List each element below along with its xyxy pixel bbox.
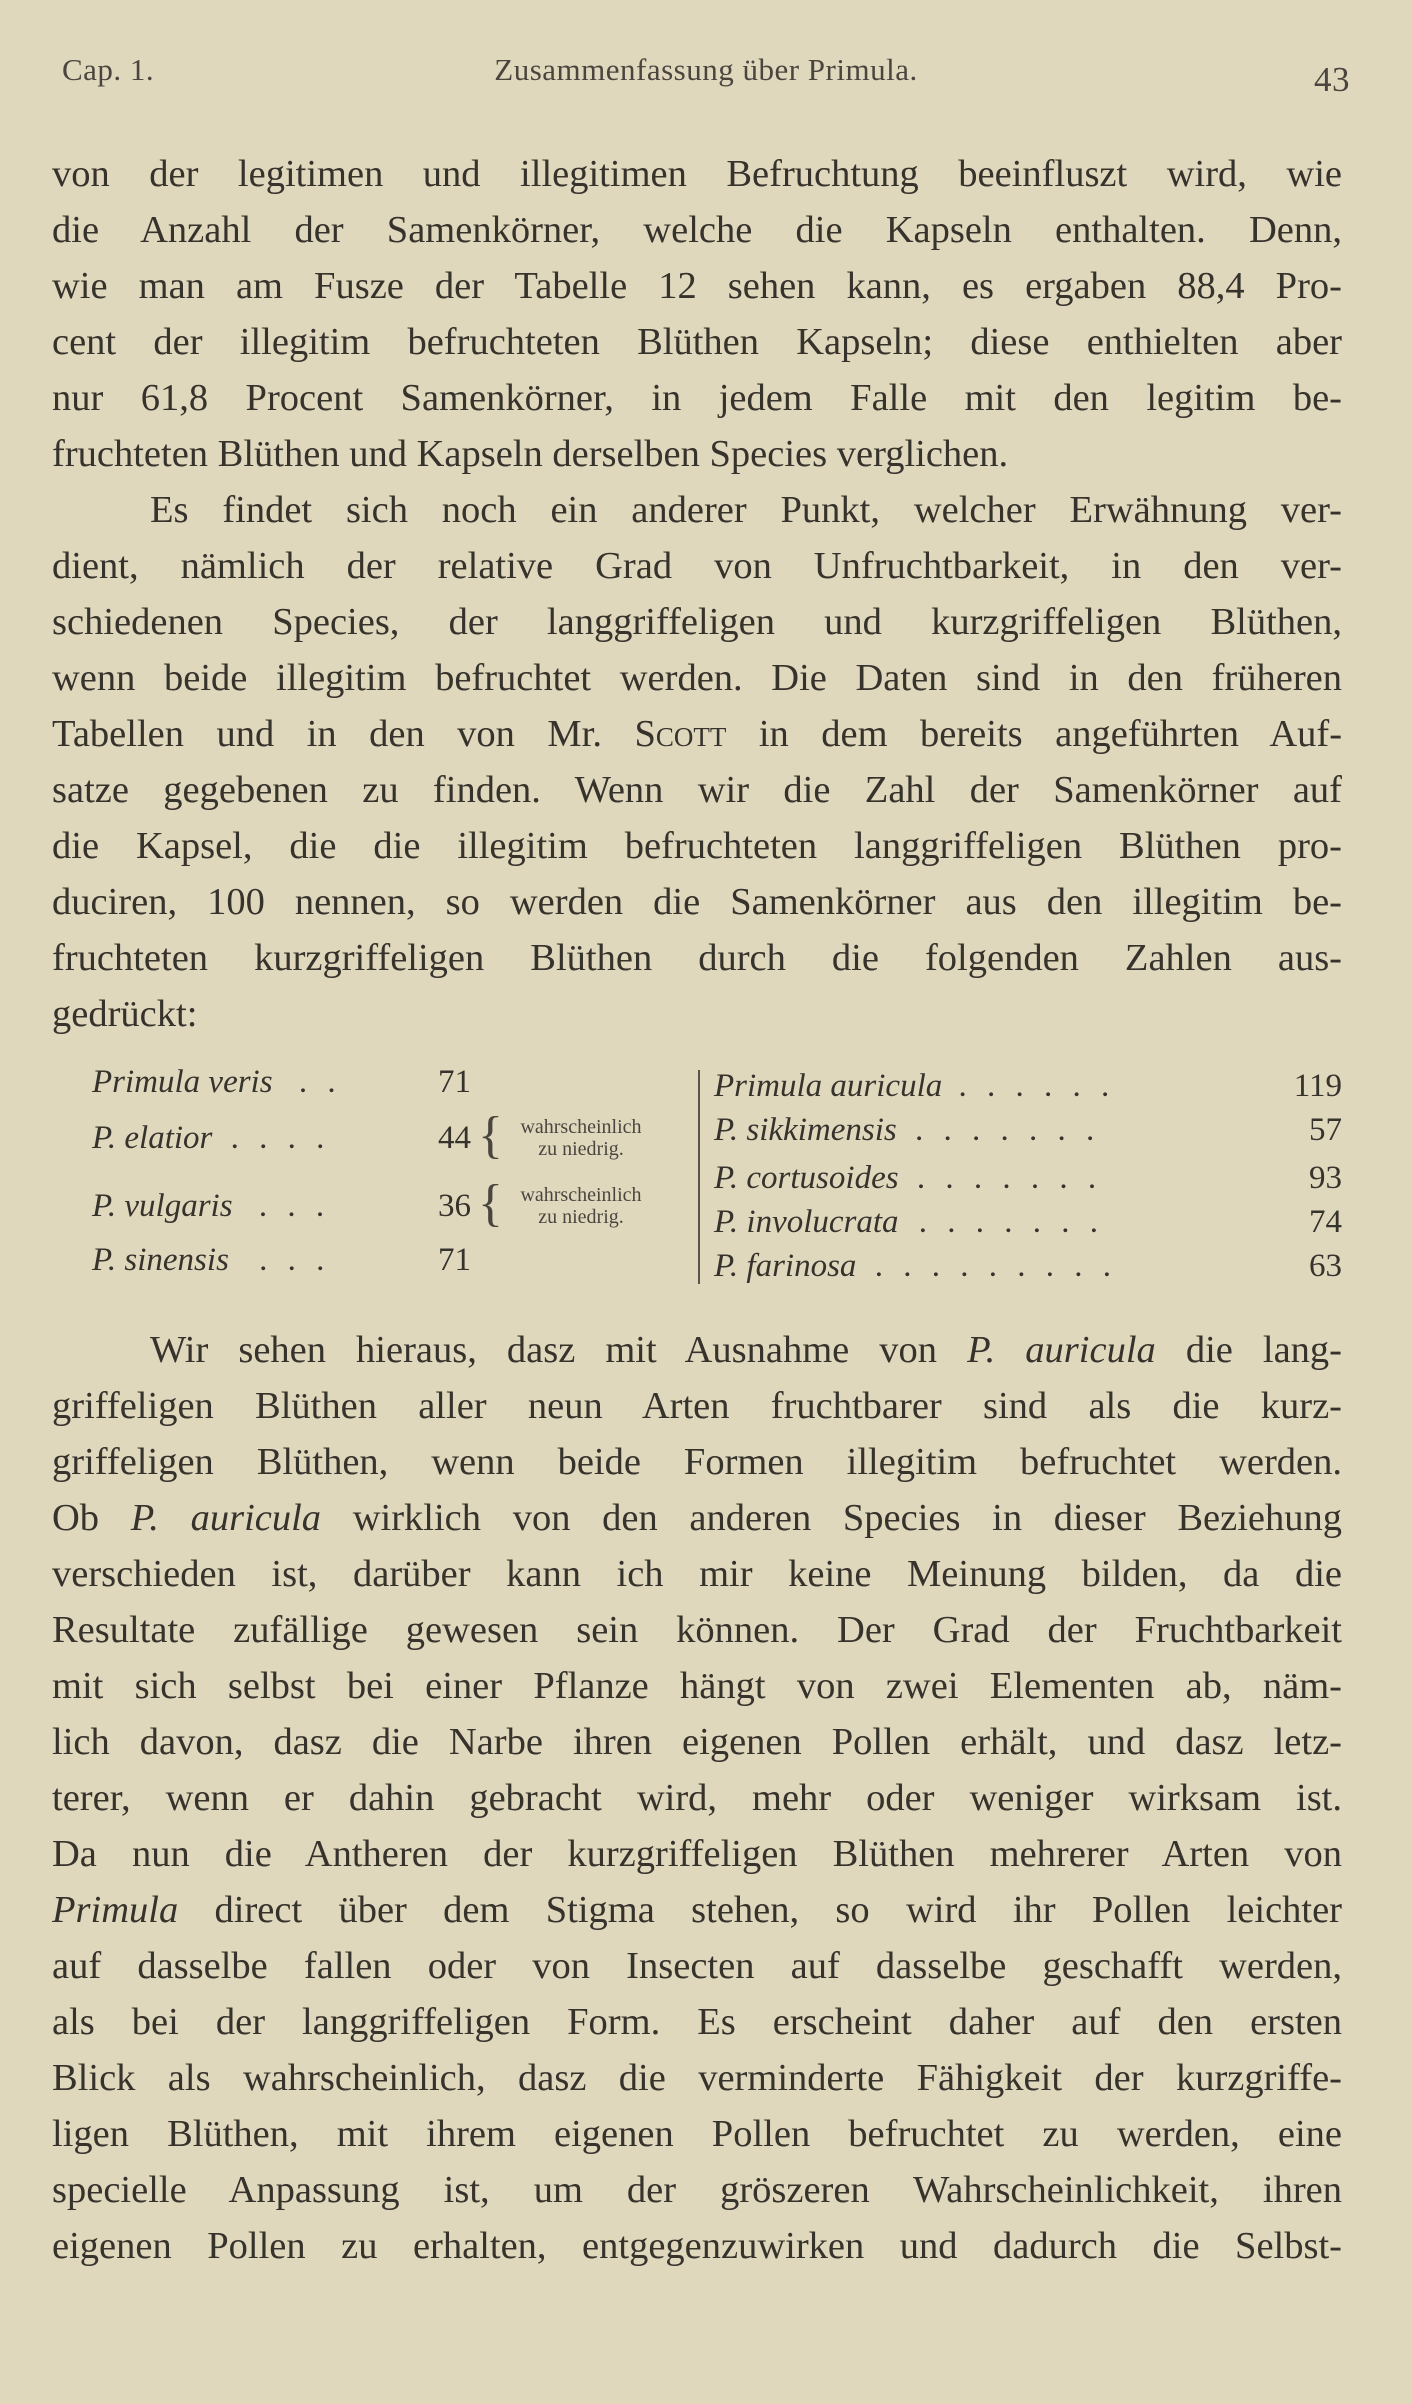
seed-value: 57 <box>1309 1112 1342 1148</box>
text-run: in dem bereits angeführten Auf- <box>758 713 1342 755</box>
text-line: griffeligen Blüthen, wenn beide Formen illegitim befruchtet werden. <box>52 1441 1342 1483</box>
leader-dots: . . . . . . . <box>918 1204 1105 1240</box>
text-line <box>52 706 1342 762</box>
seed-value: 74 <box>1309 1204 1342 1240</box>
text-line: satze gegebenen zu finden. Wenn wir die Zahl der Samenkörner auf <box>52 769 1342 811</box>
note-line: zu niedrig. <box>538 1206 624 1228</box>
text-line: griffeligen Blüthen aller neun Arten fruchtbarer sind als die kurz- <box>52 1385 1342 1427</box>
footnote-note <box>486 1184 676 1228</box>
seed-value: 44 <box>438 1120 471 1156</box>
brace-mark: { <box>478 1175 503 1232</box>
table-row <box>714 1246 1117 1286</box>
text-line: fruchteten kurzgriffeligen Blüthen durch die folgenden Zahlen aus- <box>52 937 1342 979</box>
note-line: zu niedrig. <box>538 1138 624 1160</box>
brace-mark: { <box>478 1107 503 1164</box>
text-line: nur 61,8 Procent Samenkörner, in jedem Falle mit den legitim be- <box>52 377 1342 419</box>
text-line: cent der illegitim befruchteten Blüthen Kapseln; diese enthielten aber <box>52 321 1342 363</box>
seed-value: 36 <box>438 1188 471 1224</box>
paragraph-3 <box>52 1322 1342 2274</box>
paragraph-1 <box>52 146 1342 482</box>
species-ref: P. auricula <box>130 1497 322 1539</box>
table-row <box>714 1066 1115 1106</box>
table-row <box>92 1062 342 1102</box>
text-line: als bei der langgriffeligen Form. Es erscheint daher auf den ersten <box>52 2001 1342 2043</box>
text-block-upper <box>52 146 1342 1042</box>
text-line: Da nun die Antheren der kurzgriffeligen Blüthen mehrerer Arten von <box>52 1833 1342 1875</box>
text-line: die Kapsel, die die illegitim befruchteten langgriffeligen Blüthen pro- <box>52 825 1342 867</box>
text-run: die lang- <box>1185 1329 1342 1371</box>
table-row <box>92 1240 330 1280</box>
text-line: verschieden ist, darüber kann ich mir keine Meinung bilden, da die <box>52 1553 1342 1595</box>
species-ref: P. auricula <box>967 1329 1156 1371</box>
text-line: Blick als wahrscheinlich, dasz die verminderte Fähigkeit der kurzgriffe- <box>52 2057 1342 2099</box>
author-name-scott: Scott <box>634 713 727 755</box>
species-name: P. elatior <box>92 1120 213 1156</box>
text-line: wenn beide illegitim befruchtet werden. Die Daten sind in den früheren <box>52 657 1342 699</box>
text-line: auf dasselbe fallen oder von Insecten auf dasselbe geschafft werden, <box>52 1945 1342 1987</box>
species-seed-table <box>92 1062 1342 1292</box>
leader-dots: . . . <box>259 1242 331 1278</box>
text-line: gedrückt: <box>52 993 198 1035</box>
species-name: P. vulgaris <box>92 1188 233 1224</box>
species-name: P. sinensis <box>92 1242 229 1278</box>
column-divider <box>698 1070 700 1284</box>
text-line: fruchteten Blüthen und Kapseln derselben Species verglichen. <box>52 433 1009 475</box>
footnote-note <box>486 1116 676 1160</box>
species-name: Primula auricula <box>714 1068 943 1104</box>
text-line: specielle Anpassung ist, um der gröszeren Wahrscheinlichkeit, ihren <box>52 2169 1342 2211</box>
leader-dots: . . . . . . . . . <box>874 1248 1117 1284</box>
species-name: P. sikkimensis <box>714 1112 897 1148</box>
seed-value: 63 <box>1309 1248 1342 1284</box>
text-line: mit sich selbst bei einer Pflanze hängt von zwei Elementen ab, näm- <box>52 1665 1342 1707</box>
text-line: die Anzahl der Samenkörner, welche die Kapseln enthalten. Denn, <box>52 209 1342 251</box>
leader-dots: . . . . . . . <box>914 1112 1101 1148</box>
page-number: 43 <box>1314 60 1350 99</box>
seed-value: 93 <box>1309 1160 1342 1196</box>
text-line: duciren, 100 nennen, so werden die Samenkörner aus den illegitim be- <box>52 881 1342 923</box>
text-run: Wir sehen hieraus, dasz mit Ausnahme von <box>150 1329 938 1371</box>
species-name: P. involucrata <box>714 1204 899 1240</box>
text-line: Resultate zufällige gewesen sein können. Der Grad der Fruchtbarkeit <box>52 1609 1342 1651</box>
text-run: Tabellen und in den von Mr. <box>52 713 602 755</box>
text-line: von der legitimen und illegitimen Befruchtung beeinfluszt wird, wie <box>52 153 1342 195</box>
table-row <box>714 1110 1100 1150</box>
chapter-label: Cap. 1. <box>62 52 155 87</box>
text-line: dient, nämlich der relative Grad von Unfruchtbarkeit, in den ver- <box>52 545 1342 587</box>
text-run: Ob <box>52 1497 100 1539</box>
species-name: P. farinosa <box>714 1248 857 1284</box>
text-line <box>52 1490 1342 1546</box>
text-line: ligen Blüthen, mit ihrem eigenen Pollen befruchtet zu werden, eine <box>52 2113 1342 2155</box>
table-row <box>92 1186 330 1226</box>
running-title: Zusammenfassung über Primula. <box>494 52 918 87</box>
note-line: wahrscheinlich <box>520 1116 642 1138</box>
seed-value: 71 <box>438 1242 471 1278</box>
note-line: wahrscheinlich <box>520 1184 642 1206</box>
leader-dots: . . . . . . . <box>916 1160 1103 1196</box>
table-row <box>714 1202 1104 1242</box>
leader-dots: . . . . . . <box>958 1068 1116 1104</box>
text-line: Es findet sich noch ein anderer Punkt, welcher Erwähnung ver- <box>150 489 1342 531</box>
species-name: P. cortusoides <box>714 1160 899 1196</box>
text-line: wie man am Fusze der Tabelle 12 sehen kann, es ergaben 88,4 Pro- <box>52 265 1342 307</box>
leader-dots: . . . . <box>230 1120 331 1156</box>
leader-dots: . . . <box>258 1188 331 1224</box>
text-line <box>52 1322 1342 1378</box>
leader-dots: . . <box>298 1064 342 1100</box>
text-line: terer, wenn er dahin gebracht wird, mehr oder weniger wirksam ist. <box>52 1777 1342 1819</box>
paragraph-2 <box>52 482 1342 1042</box>
table-row <box>92 1118 330 1158</box>
text-line: eigenen Pollen zu erhalten, entgegenzuwirken und dadurch die Selbst- <box>52 2225 1342 2267</box>
seed-value: 119 <box>1293 1068 1342 1104</box>
text-run: direct über dem Stigma stehen, so wird ihr Pollen leichter <box>214 1889 1342 1931</box>
text-line <box>52 1882 1342 1938</box>
genus-ref: Primula <box>52 1889 179 1931</box>
running-header <box>62 52 1350 108</box>
text-line: schiedenen Species, der langgriffeligen und kurzgriffeligen Blüthen, <box>52 601 1342 643</box>
species-name: Primula veris <box>92 1064 273 1100</box>
seed-value: 71 <box>438 1064 471 1100</box>
text-line: lich davon, dasz die Narbe ihren eigenen Pollen erhält, und dasz letz- <box>52 1721 1342 1763</box>
text-run: wirklich von den anderen Species in dieser Beziehung <box>352 1497 1342 1539</box>
table-row <box>714 1158 1102 1198</box>
